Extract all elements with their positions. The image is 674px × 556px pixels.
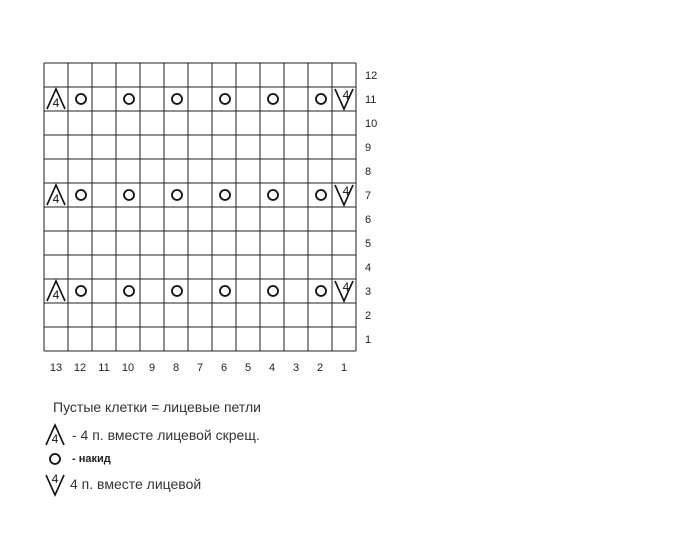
- column-number: 2: [316, 362, 324, 374]
- cross-decrease-symbol: [47, 185, 65, 206]
- k4tog-symbol: [335, 88, 353, 109]
- legend-yarn-over: [44, 449, 644, 469]
- row-number: 10: [365, 118, 378, 130]
- legend: [44, 396, 644, 497]
- svg-text:4: 4: [342, 280, 350, 294]
- legend-cross-decrease-text: - 4 п. вместе лицевой скрещ.: [72, 427, 260, 443]
- yarn-over-symbol: [172, 190, 182, 200]
- column-number: 1: [340, 362, 348, 374]
- column-number: 12: [73, 362, 87, 374]
- row-number: 8: [365, 166, 372, 178]
- svg-text:4: 4: [342, 184, 350, 198]
- svg-text:4: 4: [342, 88, 350, 102]
- column-number: 13: [49, 362, 63, 374]
- yarn-over-symbol: [76, 94, 86, 104]
- legend-cross-decrease: [44, 423, 644, 447]
- row-number: 2: [365, 310, 372, 322]
- yarn-over-symbol: [220, 190, 230, 200]
- cross-decrease-symbol: [47, 281, 65, 302]
- row-number: 1: [365, 334, 372, 346]
- svg-text:4: 4: [51, 432, 59, 446]
- row-number: 5: [365, 238, 372, 250]
- column-number: 5: [244, 362, 252, 374]
- yarn-over-symbol: [220, 286, 230, 296]
- yarn-over-symbol: [124, 286, 134, 296]
- yarn-over-symbol: [268, 94, 278, 104]
- legend-k4tog: [44, 471, 644, 497]
- row-number: 9: [365, 142, 372, 154]
- yarn-over-symbol: [316, 190, 326, 200]
- column-number: 6: [220, 362, 228, 374]
- legend-empty-cells-text: Пустые клетки = лицевые петли: [53, 399, 261, 415]
- row-number: 6: [365, 214, 372, 226]
- yarn-over-symbol: [316, 286, 326, 296]
- row-numbers: [365, 70, 377, 346]
- svg-text:4: 4: [51, 472, 59, 486]
- cross-decrease-icon: [44, 423, 68, 447]
- yarn-over-symbol: [124, 94, 134, 104]
- row-number: 7: [365, 190, 372, 202]
- row-number: 11: [365, 94, 377, 106]
- column-number: 3: [292, 362, 300, 374]
- yarn-over-icon: [44, 449, 68, 469]
- row-number: 12: [365, 70, 378, 82]
- yarn-over-symbol: [220, 94, 230, 104]
- column-number: 7: [196, 362, 204, 374]
- legend-empty-cells: [44, 396, 644, 418]
- yarn-over-symbol: [124, 190, 134, 200]
- svg-text:4: 4: [52, 96, 60, 110]
- cross-decrease-symbol: [47, 89, 65, 110]
- row-number: 4: [365, 262, 372, 274]
- yarn-over-symbol: [316, 94, 326, 104]
- row-number: 3: [365, 286, 372, 298]
- yarn-over-symbol: [172, 94, 182, 104]
- legend-k4tog-text: 4 п. вместе лицевой: [70, 476, 202, 492]
- k4tog-icon: [44, 471, 68, 497]
- svg-text:4: 4: [52, 288, 60, 302]
- column-number: 11: [98, 362, 110, 374]
- k4tog-symbol: [335, 184, 353, 205]
- chart-grid: [44, 63, 356, 351]
- column-number: 4: [268, 362, 276, 374]
- yarn-over-symbol: [76, 190, 86, 200]
- yarn-over-symbol: [268, 190, 278, 200]
- chart-symbols: [47, 88, 353, 302]
- legend-yarn-over-text: - накид: [72, 453, 111, 465]
- yarn-over-symbol: [172, 286, 182, 296]
- svg-text:4: 4: [52, 192, 60, 206]
- column-numbers: [50, 362, 347, 374]
- k4tog-symbol: [335, 280, 353, 301]
- column-number: 8: [172, 362, 180, 374]
- column-number: 9: [148, 362, 156, 374]
- column-number: 10: [121, 362, 135, 374]
- yarn-over-symbol: [76, 286, 86, 296]
- yarn-over-symbol: [268, 286, 278, 296]
